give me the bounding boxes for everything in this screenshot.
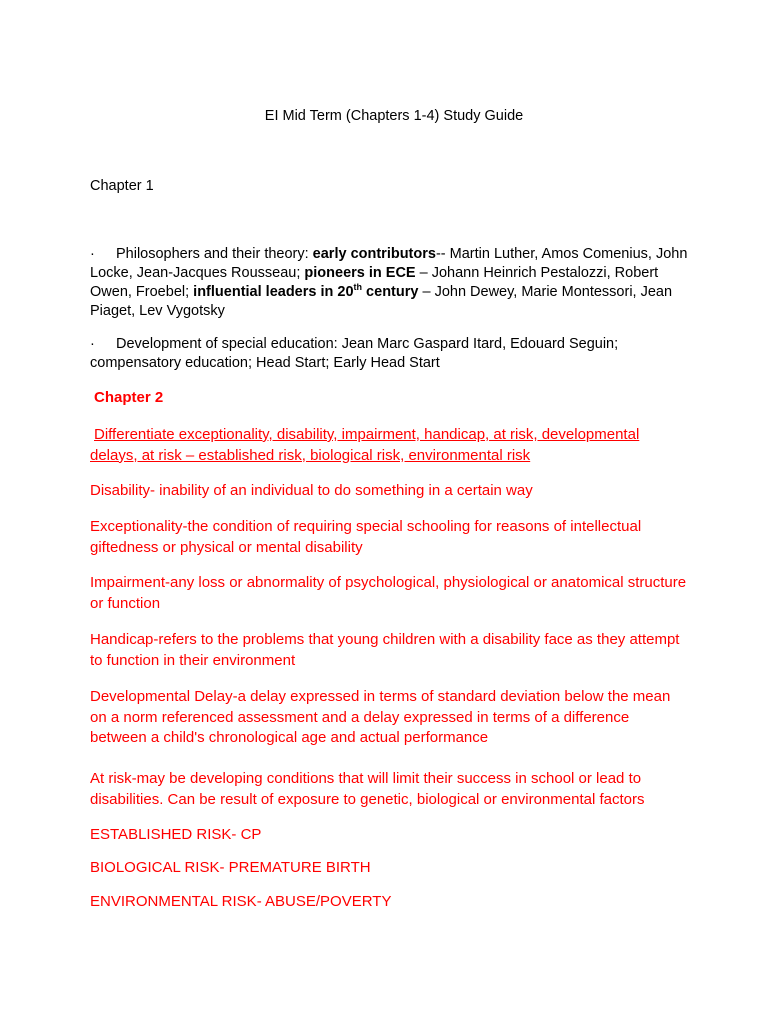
bold-term: early contributors: [312, 246, 436, 262]
bold-term-part: century: [362, 284, 419, 300]
bullet-text: Philosophers and their theory:: [116, 246, 313, 262]
bullet-text: – Johann Heinrich Pestalozzi, Robert Owen, Froebel;: [90, 265, 659, 300]
environmental-risk: ENVIRONMENTAL RISK- ABUSE/POVERTY: [90, 893, 392, 910]
bullet-icon: ·: [90, 336, 95, 352]
definition-developmental-delay: Developmental Delay-a delay expressed in terms of standard deviation below the mean on a norm referenced assessment and a delay expressed in terms of a difference between a child's chronological age and actual performance: [90, 688, 671, 746]
definition-at-risk: At risk-may be developing conditions that will limit their success in school or lead to disabilities. Can be result of exposure to genetic, biological or environmental factors: [90, 770, 645, 808]
chapter-1-bullet-philosophers: [90, 245, 690, 321]
chapter-1-bullet-special-education: [90, 335, 690, 373]
bullet-icon: ·: [90, 246, 95, 262]
chapter-2-prompt: [90, 425, 650, 466]
bullet-text: -- Martin Luther, Amos Comenius, John Locke, Jean-Jacques Rousseau;: [90, 246, 688, 281]
document-title: EI Mid Term (Chapters 1-4) Study Guide: [264, 108, 524, 124]
underlined-prompt: Differentiate exceptionality, disability, impairment, handicap, at risk, developmental delays, at risk – established risk, biological risk, environmental risk: [90, 426, 640, 464]
biological-risk: BIOLOGICAL RISK- PREMATURE BIRTH: [90, 859, 371, 876]
chapter-1-heading: Chapter 1: [90, 178, 154, 194]
definition-disability: Disability- inability of an individual to do something in a certain way: [90, 482, 533, 499]
bold-term: pioneers in ECE: [304, 265, 416, 281]
bullet-text: Development of special education: Jean Marc Gaspard Itard, Edouard Seguin; compensatory education; Head Start; Early Head Start: [90, 336, 619, 371]
definition-exceptionality: Exceptionality-the condition of requiring special schooling for reasons of intellectual giftedness or physical or mental disability: [90, 518, 642, 556]
established-risk: ESTABLISHED RISK- CP: [90, 826, 262, 843]
chapter-2-heading: Chapter 2: [94, 389, 164, 406]
definition-impairment: Impairment-any loss or abnormality of psychological, physiological or anatomical structure or function: [90, 574, 687, 612]
bold-term-part: influential leaders in 20: [193, 284, 354, 300]
bullet-text: – John Dewey, Marie Montessori, Jean Piaget, Lev Vygotsky: [90, 284, 673, 319]
definition-handicap: Handicap-refers to the problems that young children with a disability face as they attempt to function in their environment: [90, 631, 680, 669]
bold-term: [193, 284, 418, 300]
superscript: th: [353, 282, 363, 293]
